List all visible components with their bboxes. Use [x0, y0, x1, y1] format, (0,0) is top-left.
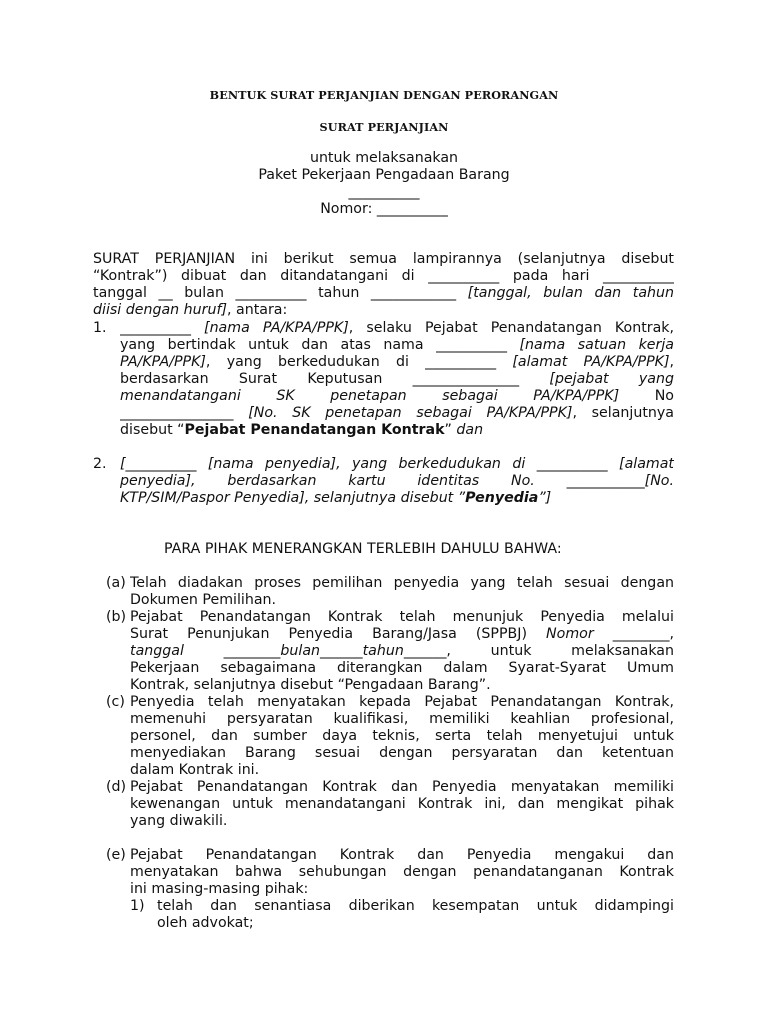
party1-behalf: yang bertindak untuk dan atas nama __________: [120, 337, 520, 353]
item-e-sub1-line-1: telah dan senantiasa diberikan kesempatan untuk didampingi: [157, 898, 674, 914]
purpose-line-2: Paket Pekerjaan Pengadaan Barang: [258, 167, 510, 183]
party1-decree: berdasarkan Surat Keputusan _______________: [120, 371, 550, 387]
party1-line-6: [120, 405, 674, 422]
party1-unit-note-cont: PA/KPA/PPK]: [120, 354, 206, 370]
item-d-line-2: kewenangan untuk menandatangani Kontrak ini, dan mengikat pihak: [130, 796, 674, 812]
item-b-tahun: tahun: [362, 643, 404, 659]
item-b-line-1: Pejabat Penandatangan Kontrak telah menunjuk Penyedia melalui: [130, 609, 674, 625]
party1-blank: __________: [120, 320, 205, 336]
party1-line-7: [120, 422, 483, 439]
party1-no: No: [619, 388, 674, 404]
item-d-label: (d): [106, 779, 127, 795]
item-b-blank-2: ______: [320, 643, 363, 659]
section-heading: PARA PIHAK MENERANGKAN TERLEBIH DAHULU BAHWA:: [164, 541, 562, 557]
party1-quote-close: ”: [444, 422, 457, 438]
party1-domicile: , yang berkedudukan di __________: [205, 354, 513, 370]
party2-line-1: [__________ [nama penyedia], yang berkedudukan di __________ [alamat: [120, 456, 674, 472]
party1-sk-blank: ________________: [120, 405, 249, 421]
party2-quote-close: ”]: [538, 490, 552, 506]
party1-role: , selaku Pejabat Penandatangan Kontrak,: [348, 320, 674, 336]
party1-number: 1.: [93, 320, 107, 336]
intro-line-3: [93, 285, 674, 302]
party1-line-4: [120, 371, 674, 388]
package-name-blank: __________: [348, 184, 420, 200]
party1-line-1: [120, 320, 674, 337]
item-b-sppbj: Surat Penunjukan Penyedia Barang/Jasa (SPPBJ): [130, 626, 547, 642]
document-subheading: SURAT PERJANJIAN: [319, 120, 449, 134]
intro-line-1: SURAT PERJANJIAN ini berikut semua lampirannya (selanjutnya disebut: [93, 251, 674, 267]
item-e-sub1-label: 1): [130, 898, 145, 914]
item-c-line-2: memenuhi persyaratan kualifikasi, memiliki keahlian profesional,: [130, 711, 674, 727]
purpose-line-1: untuk melaksanakan: [309, 150, 459, 166]
item-c-line-5: dalam Kontrak ini.: [130, 762, 260, 778]
item-a-label: (a): [106, 575, 126, 591]
item-b-blank-1: ________: [183, 643, 281, 659]
item-e-line-2: menyatakan bahwa sehubungan dengan penandatanganan Kontrak: [130, 864, 674, 880]
item-a-line-1: Telah diadakan proses pemilihan penyedia yang telah sesuai dengan: [130, 575, 674, 591]
item-e-line-3: ini masing-masing pihak:: [130, 881, 309, 897]
intro-line-4: [93, 302, 287, 319]
item-c-label: (c): [106, 694, 125, 710]
party1-dan: dan: [456, 422, 484, 438]
item-d-line-3: yang diwakili.: [130, 813, 228, 829]
party2-line-3: [120, 490, 551, 507]
party1-line-2: [120, 337, 674, 354]
item-b-line-2: [130, 626, 674, 643]
party2-line-2: penyedia], berdasarkan kartu identitas No. ___________[No.: [120, 473, 674, 489]
party1-comma: ,: [669, 354, 674, 370]
intro-date-note-cont: diisi dengan huruf]: [93, 302, 227, 318]
item-e-line-1: Pejabat Penandatangan Kontrak dan Penyedia mengakui dan: [130, 847, 674, 863]
party2-defined-term: Penyedia: [465, 490, 539, 506]
item-b-tanggal: tanggal: [130, 643, 184, 659]
item-b-label: (b): [106, 609, 127, 625]
item-b-line-4: Pekerjaan sebagaimana diterangkan dalam Syarat-Syarat Umum: [130, 660, 674, 676]
item-c-line-3: personel, dan sumber daya teknis, serta telah menyetujui untuk: [130, 728, 674, 744]
item-b-line-3: [130, 643, 674, 660]
item-c-line-1: Penyedia telah menyatakan kepada Pejabat Penandatangan Kontrak,: [130, 694, 674, 710]
party1-address-note: [alamat PA/KPA/PPK]: [512, 354, 670, 370]
party1-called: disebut “: [120, 422, 185, 438]
party1-sk-number-note: [No. SK penetapan sebagai PA/KPA/PPK]: [248, 405, 573, 421]
intro-date-text: tanggal __ bulan __________ tahun ____________: [93, 285, 468, 301]
document-heading: BENTUK SURAT PERJANJIAN DENGAN PERORANGAN: [209, 88, 559, 102]
item-b-bulan: bulan: [280, 643, 321, 659]
party1-sk-note: menandatangani SK penetapan sebagai PA/KPA/PPK]: [120, 388, 620, 404]
item-b-nomor-blank: ________,: [593, 626, 674, 642]
intro-line-2: “Kontrak”) dibuat dan ditandatangani di __________ pada hari __________: [93, 268, 674, 284]
party1-line-3: [120, 354, 674, 371]
item-b-line-5: Kontrak, selanjutnya disebut “Pengadaan Barang”.: [130, 677, 491, 693]
item-b-nomor: Nomor: [546, 626, 594, 642]
party1-thereafter: , selanjutnya: [572, 405, 674, 421]
item-e-sub1-line-2: oleh advokat;: [157, 915, 254, 931]
party1-defined-term: Pejabat Penandatangan Kontrak: [184, 422, 445, 438]
party1-line-5: [120, 388, 674, 405]
party1-unit-note: [nama satuan kerja: [519, 337, 674, 353]
party2-thereafter: KTP/SIM/Paspor Penyedia], selanjutnya disebut ”: [120, 490, 466, 506]
party2-number: 2.: [93, 456, 107, 472]
intro-date-note: [tanggal, bulan dan tahun: [467, 285, 674, 301]
item-a-line-2: Dokumen Pemilihan.: [130, 592, 277, 608]
party1-official-note: [pejabat yang: [549, 371, 674, 387]
party1-name-note: [nama PA/KPA/PPK]: [204, 320, 349, 336]
intro-antara: , antara:: [227, 302, 288, 318]
item-e-label: (e): [106, 847, 126, 863]
item-d-line-1: Pejabat Penandatangan Kontrak dan Penyedia menyatakan memiliki: [130, 779, 674, 795]
item-c-line-4: menyediakan Barang sesuai dengan persyaratan dan ketentuan: [130, 745, 674, 761]
nomor-line: Nomor: __________: [320, 201, 448, 217]
item-b-execute: ______, untuk melaksanakan: [403, 643, 674, 659]
